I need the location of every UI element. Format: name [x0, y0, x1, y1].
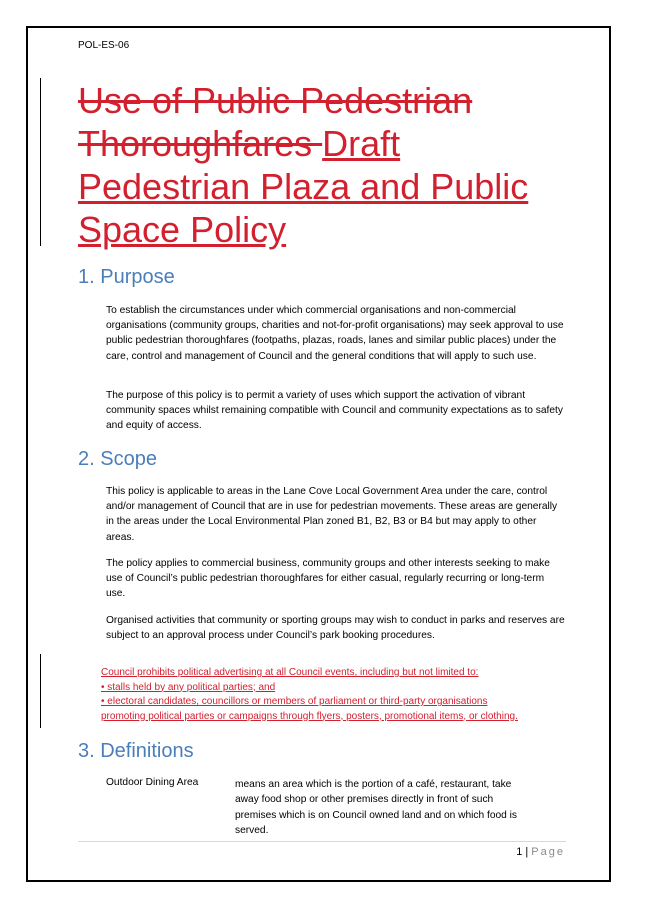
purpose-paragraph-2: The purpose of this policy is to permit a variety of uses which support the activation of vibrant community spaces whilst remaining compatible with Council and community expectations as to safety and equity of access. — [106, 390, 563, 432]
footer-divider — [78, 841, 566, 842]
purpose-paragraph-1: To establish the circumstances under which commercial organisations and non-commercial organisations (community groups, charities and not-for-profit organisations) may seek approval to use public pedestrian thoroughfares (footpaths, plazas, roads, lanes and similar public places) under the care, control and management of Council and the general conditions that will apply to such use. — [106, 305, 564, 362]
document-title — [78, 79, 558, 251]
insert-line: • electoral candidates, councillors or members of parliament or third-party organisations — [101, 696, 488, 707]
page-number: 1 — [516, 846, 523, 858]
document-code: POL-ES-06 — [78, 40, 130, 51]
definition-text: means an area which is the portion of a café, restaurant, take away food shop or other premises directly in front of such premises which is on Council owned land and on which food is served. — [235, 779, 518, 837]
scope-paragraph-2: The policy applies to commercial business, community groups and other interests seeking to make use of Council’s public pedestrian thoroughfares for either casual, regularly recurring or long-term use. — [106, 558, 550, 600]
inserted-political-advertising-clause — [101, 666, 581, 724]
scope-paragraph-1: This policy is applicable to areas in the Lane Cove Local Government Area under the care, control and/or management of Council that are in use for pedestrian movements. These areas are generally in the areas under the Local Environmental Plan zoned B1, B2, B3 or B4 but may apply to other areas. — [106, 486, 558, 543]
purpose-heading: 1. Purpose — [78, 266, 175, 288]
title-deleted-text: Use of Public Pedestrian Thoroughfares — [78, 80, 473, 164]
scope-heading: 2. Scope — [78, 448, 157, 470]
page-label: Page — [531, 846, 565, 858]
insert-line: Council prohibits political advertising at all Council events, including but not limited to: — [101, 667, 479, 678]
change-bar-title — [40, 78, 41, 246]
definition-term: Outdoor Dining Area — [106, 777, 199, 788]
insert-line: • stalls held by any political parties; and — [101, 681, 276, 693]
change-bar-insert — [40, 654, 41, 728]
definitions-heading: 3. Definitions — [78, 740, 194, 762]
footer-separator: | — [522, 846, 532, 858]
scope-paragraph-3: Organised activities that community or sporting groups may wish to conduct in parks and reserves are subject to an approval process under Council’s park booking procedures. — [106, 615, 565, 642]
title-inserted-text: Draft Pedestrian Plaza and Public Space Policy — [78, 123, 529, 250]
page-footer — [516, 846, 565, 858]
insert-line: promoting political parties or campaigns through flyers, posters, promotional items, or clothing. — [101, 710, 518, 722]
